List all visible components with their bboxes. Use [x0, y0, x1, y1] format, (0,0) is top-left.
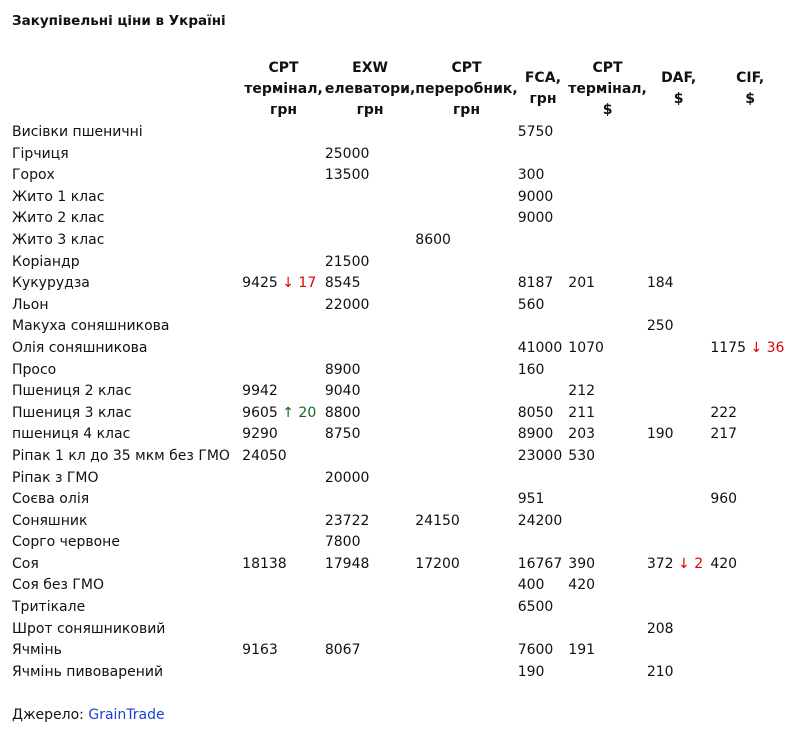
- price-cell: [568, 468, 647, 490]
- price-cell: [710, 532, 790, 554]
- price-cell: [647, 554, 711, 576]
- price-cell: [242, 575, 325, 597]
- price-value: 1175: [710, 339, 746, 356]
- price-cell: 22000: [324, 296, 370, 313]
- table-row: [12, 295, 790, 317]
- table-row: [12, 597, 790, 619]
- price-cell: 201: [568, 275, 596, 292]
- price-cell: 9290: [242, 426, 278, 443]
- price-cell: 16767: [517, 555, 563, 572]
- price-cell: 960: [710, 491, 738, 508]
- price-cell: [325, 230, 415, 252]
- column-header-7: [710, 56, 790, 122]
- price-cell: 212: [568, 383, 596, 400]
- prices-table: [12, 56, 790, 683]
- price-cell: [647, 360, 711, 382]
- header-line: CPT: [268, 59, 299, 76]
- product-name: Соя без ГМО: [12, 577, 104, 594]
- product-name: Сорго червоне: [12, 534, 120, 551]
- price-cell: [518, 619, 569, 641]
- product-name: Жито 3 клас: [12, 231, 105, 248]
- price-cell: [568, 122, 647, 144]
- price-cell: [568, 230, 647, 252]
- table-row: [12, 511, 790, 533]
- header-line: $: [602, 101, 613, 118]
- price-change-up: ↑ 20: [282, 404, 317, 421]
- price-cell: [325, 338, 415, 360]
- price-cell: [568, 316, 647, 338]
- table-row: [12, 338, 790, 360]
- price-cell: [415, 381, 517, 403]
- price-cell: 21500: [324, 253, 370, 270]
- price-cell: [710, 187, 790, 209]
- price-cell: 9000: [517, 188, 554, 205]
- price-cell: [710, 208, 790, 230]
- table-row: [12, 252, 790, 274]
- price-cell: 191: [568, 642, 596, 659]
- price-cell: 18138: [242, 555, 287, 572]
- price-cell: [568, 187, 647, 209]
- header-line: елеватори,: [324, 80, 416, 97]
- price-cell: [568, 165, 647, 187]
- price-cell: [710, 381, 790, 403]
- product-name: Ячмінь: [12, 642, 62, 659]
- price-cell: 24050: [242, 447, 287, 464]
- price-cell: 160: [517, 361, 545, 378]
- header-line: FCA,: [524, 70, 562, 86]
- product-name: пшениця 4 клас: [12, 426, 131, 443]
- header-line: грн: [270, 101, 298, 118]
- table-row: [12, 187, 790, 209]
- price-cell: 8900: [324, 361, 361, 378]
- price-cell: 24200: [517, 512, 563, 529]
- price-cell: 8900: [517, 426, 554, 443]
- price-cell: [415, 144, 517, 166]
- price-cell: [325, 597, 415, 619]
- price-cell: [242, 532, 325, 554]
- price-cell: [325, 208, 415, 230]
- table-row: [12, 360, 790, 382]
- column-header-1: [242, 56, 325, 122]
- price-cell: 24150: [415, 512, 460, 529]
- price-cell: 17948: [324, 555, 370, 572]
- price-cell: [647, 446, 711, 468]
- price-cell: 20000: [324, 469, 370, 486]
- price-cell: [325, 122, 415, 144]
- price-cell: [242, 187, 325, 209]
- header-line: EXW: [352, 59, 388, 76]
- price-cell: 300: [517, 167, 545, 184]
- product-name: Соя: [12, 555, 39, 572]
- table-row: [12, 662, 790, 684]
- table-row: [12, 403, 790, 425]
- price-cell: [647, 403, 711, 425]
- price-cell: [242, 144, 325, 166]
- price-cell: [710, 511, 790, 533]
- price-cell: [647, 122, 711, 144]
- price-cell: [568, 208, 647, 230]
- product-name: Олія соняшникова: [12, 339, 148, 356]
- price-cell: 400: [517, 577, 545, 594]
- price-cell: 8600: [415, 231, 451, 248]
- price-cell: [568, 489, 647, 511]
- table-row: [12, 122, 790, 144]
- product-name: Просо: [12, 361, 57, 378]
- price-cell: [242, 273, 325, 295]
- price-value: 9605: [242, 404, 278, 421]
- price-cell: [568, 619, 647, 641]
- price-cell: 8050: [517, 404, 554, 421]
- price-cell: [242, 165, 325, 187]
- price-cell: [242, 489, 325, 511]
- price-cell: 9040: [324, 383, 361, 400]
- price-cell: 1070: [568, 339, 604, 356]
- header-line: термінал,: [244, 80, 323, 97]
- price-cell: 8800: [324, 404, 361, 421]
- column-header-3: [415, 56, 517, 122]
- price-cell: [647, 489, 711, 511]
- table-row: [12, 532, 790, 554]
- price-cell: [647, 640, 711, 662]
- header-line: CPT: [592, 59, 623, 76]
- price-cell: [415, 252, 517, 274]
- price-cell: 9000: [517, 210, 554, 227]
- table-row: [12, 208, 790, 230]
- price-cell: [710, 338, 790, 360]
- price-cell: [415, 640, 517, 662]
- price-cell: [647, 230, 711, 252]
- price-cell: [242, 338, 325, 360]
- price-cell: [568, 295, 647, 317]
- price-cell: [242, 316, 325, 338]
- price-cell: [710, 122, 790, 144]
- price-cell: 222: [710, 404, 738, 421]
- price-cell: 13500: [324, 167, 370, 184]
- product-name: Ріпак 1 кл до 35 мкм без ГМО: [12, 447, 230, 464]
- price-cell: [710, 446, 790, 468]
- price-cell: [415, 597, 517, 619]
- price-cell: [710, 468, 790, 490]
- price-cell: [415, 295, 517, 317]
- price-cell: 250: [646, 318, 674, 335]
- price-cell: 390: [568, 555, 596, 572]
- price-cell: [710, 230, 790, 252]
- table-row: [12, 230, 790, 252]
- price-cell: [415, 338, 517, 360]
- table-row: [12, 640, 790, 662]
- header-line: CIF,: [736, 70, 765, 86]
- price-cell: [242, 252, 325, 274]
- table-row: [12, 575, 790, 597]
- price-cell: [242, 295, 325, 317]
- price-change-down: ↓ 17: [282, 275, 317, 292]
- price-cell: 8067: [324, 642, 361, 659]
- price-cell: [415, 619, 517, 641]
- price-cell: 203: [568, 426, 596, 443]
- price-change-down: ↓ 2: [678, 555, 704, 572]
- price-cell: [325, 316, 415, 338]
- price-cell: 23722: [324, 512, 370, 529]
- price-cell: [647, 252, 711, 274]
- price-cell: [568, 252, 647, 274]
- price-cell: [647, 165, 711, 187]
- price-cell: [415, 165, 517, 187]
- price-cell: [415, 575, 517, 597]
- price-cell: 8545: [324, 275, 361, 292]
- price-cell: [518, 230, 569, 252]
- product-name: Соняшник: [12, 512, 88, 529]
- product-name: Висівки пшеничні: [12, 124, 143, 140]
- price-cell: 208: [646, 620, 674, 637]
- product-name: Пшениця 3 клас: [12, 404, 132, 421]
- price-cell: [415, 403, 517, 425]
- header-line: переробник,: [415, 80, 518, 97]
- product-name: Льон: [12, 296, 49, 313]
- table-row: [12, 446, 790, 468]
- price-cell: [710, 360, 790, 382]
- table-row: [12, 273, 790, 295]
- price-cell: 530: [568, 447, 596, 464]
- price-cell: [710, 165, 790, 187]
- header-line: термінал,: [568, 80, 647, 97]
- price-cell: 9163: [242, 642, 278, 659]
- price-cell: [415, 187, 517, 209]
- table-row: [12, 316, 790, 338]
- price-cell: 184: [646, 275, 674, 292]
- price-cell: 25000: [324, 145, 370, 162]
- price-cell: 7600: [517, 642, 554, 659]
- price-cell: [710, 575, 790, 597]
- price-cell: [518, 468, 569, 490]
- price-cell: 210: [646, 663, 674, 680]
- price-cell: [415, 468, 517, 490]
- price-cell: [710, 640, 790, 662]
- price-cell: [647, 575, 711, 597]
- price-cell: 8750: [324, 426, 361, 443]
- price-cell: [415, 532, 517, 554]
- price-cell: [242, 468, 325, 490]
- price-cell: [710, 662, 790, 684]
- price-cell: [325, 187, 415, 209]
- price-change-down: ↓ 36: [750, 339, 785, 356]
- price-cell: [647, 381, 711, 403]
- price-cell: [710, 144, 790, 166]
- price-cell: [415, 316, 517, 338]
- product-name: Макуха соняшникова: [12, 318, 170, 335]
- price-cell: 560: [517, 296, 545, 313]
- price-cell: [242, 122, 325, 144]
- product-name: Тритікале: [12, 599, 86, 616]
- price-cell: 7800: [324, 534, 361, 551]
- price-cell: [647, 187, 711, 209]
- price-cell: [568, 144, 647, 166]
- price-cell: 8187: [517, 275, 554, 292]
- price-cell: [568, 360, 647, 382]
- product-name: Ячмінь пивоварений: [12, 663, 164, 680]
- price-cell: [647, 468, 711, 490]
- price-cell: 6500: [517, 599, 554, 616]
- price-cell: [518, 381, 569, 403]
- table-row: [12, 424, 790, 446]
- price-cell: [415, 489, 517, 511]
- source-label: Джерело:: [12, 707, 84, 723]
- price-cell: [325, 619, 415, 641]
- column-header-6: [647, 56, 711, 122]
- price-cell: [710, 273, 790, 295]
- price-cell: [415, 446, 517, 468]
- table-row: [12, 165, 790, 187]
- product-name: Кукурудза: [12, 275, 90, 292]
- product-name: Гірчиця: [12, 145, 69, 162]
- source-line: [12, 707, 165, 723]
- header-line: грн: [452, 101, 480, 118]
- price-cell: 17200: [415, 555, 460, 572]
- price-cell: 190: [517, 663, 545, 680]
- price-cell: [325, 662, 415, 684]
- price-cell: [242, 403, 325, 425]
- price-cell: 41000: [517, 339, 563, 356]
- price-cell: [568, 532, 647, 554]
- price-cell: 217: [710, 426, 738, 443]
- price-cell: [710, 597, 790, 619]
- header-line: DAF,: [661, 70, 697, 86]
- price-cell: [415, 360, 517, 382]
- price-cell: [242, 597, 325, 619]
- price-cell: 5750: [517, 124, 554, 140]
- table-row: [12, 554, 790, 576]
- price-cell: [710, 252, 790, 274]
- price-cell: 211: [568, 404, 596, 421]
- price-cell: [415, 424, 517, 446]
- price-cell: [518, 252, 569, 274]
- price-cell: [415, 273, 517, 295]
- price-cell: 420: [568, 577, 596, 594]
- product-name: Коріандр: [12, 253, 80, 270]
- price-cell: 23000: [517, 447, 563, 464]
- product-name: Пшениця 2 клас: [12, 383, 132, 400]
- price-cell: [325, 575, 415, 597]
- price-cell: [647, 597, 711, 619]
- header-line: $: [745, 91, 756, 107]
- product-name: Жито 2 клас: [12, 210, 105, 227]
- price-value: 372: [646, 555, 674, 572]
- table-row: [12, 381, 790, 403]
- price-cell: [647, 511, 711, 533]
- product-name: Соєва олія: [12, 491, 90, 508]
- product-name: Шрот соняшниковий: [12, 620, 166, 637]
- price-cell: [242, 230, 325, 252]
- price-cell: [710, 619, 790, 641]
- price-cell: [242, 360, 325, 382]
- price-cell: [518, 144, 569, 166]
- column-header-5: [568, 56, 647, 122]
- price-cell: [568, 511, 647, 533]
- price-cell: [242, 619, 325, 641]
- column-header-4: [518, 56, 569, 122]
- header-line: грн: [529, 91, 557, 107]
- header-line: CPT: [451, 59, 482, 76]
- price-cell: [710, 295, 790, 317]
- price-cell: [710, 316, 790, 338]
- price-cell: [415, 208, 517, 230]
- price-cell: [242, 208, 325, 230]
- price-cell: [415, 662, 517, 684]
- price-cell: [568, 597, 647, 619]
- column-header-2: [325, 56, 415, 122]
- table-row: [12, 619, 790, 641]
- price-cell: [647, 338, 711, 360]
- column-header-0: [12, 56, 242, 122]
- price-cell: [568, 662, 647, 684]
- page-title: Закупівельні ціни в Україні: [12, 13, 226, 29]
- price-cell: [647, 144, 711, 166]
- product-name: Ріпак з ГМО: [12, 469, 99, 486]
- price-cell: 190: [646, 426, 674, 443]
- price-cell: [647, 532, 711, 554]
- product-name: Жито 1 клас: [12, 188, 105, 205]
- price-cell: [647, 295, 711, 317]
- header-row: [12, 56, 790, 122]
- price-cell: 951: [517, 491, 545, 508]
- price-cell: [325, 446, 415, 468]
- product-name: Горох: [12, 167, 55, 184]
- table-row: [12, 468, 790, 490]
- price-cell: 420: [710, 555, 738, 572]
- header-line: $: [673, 91, 684, 107]
- header-line: грн: [356, 101, 384, 118]
- table-row: [12, 144, 790, 166]
- price-value: 9425: [242, 275, 278, 292]
- price-cell: [518, 532, 569, 554]
- price-cell: 9942: [242, 383, 278, 400]
- price-cell: [325, 489, 415, 511]
- price-cell: [415, 122, 517, 144]
- source-link[interactable]: GrainTrade: [88, 707, 165, 723]
- table-row: [12, 489, 790, 511]
- price-cell: [518, 316, 569, 338]
- price-cell: [647, 208, 711, 230]
- price-cell: [242, 662, 325, 684]
- price-cell: [242, 511, 325, 533]
